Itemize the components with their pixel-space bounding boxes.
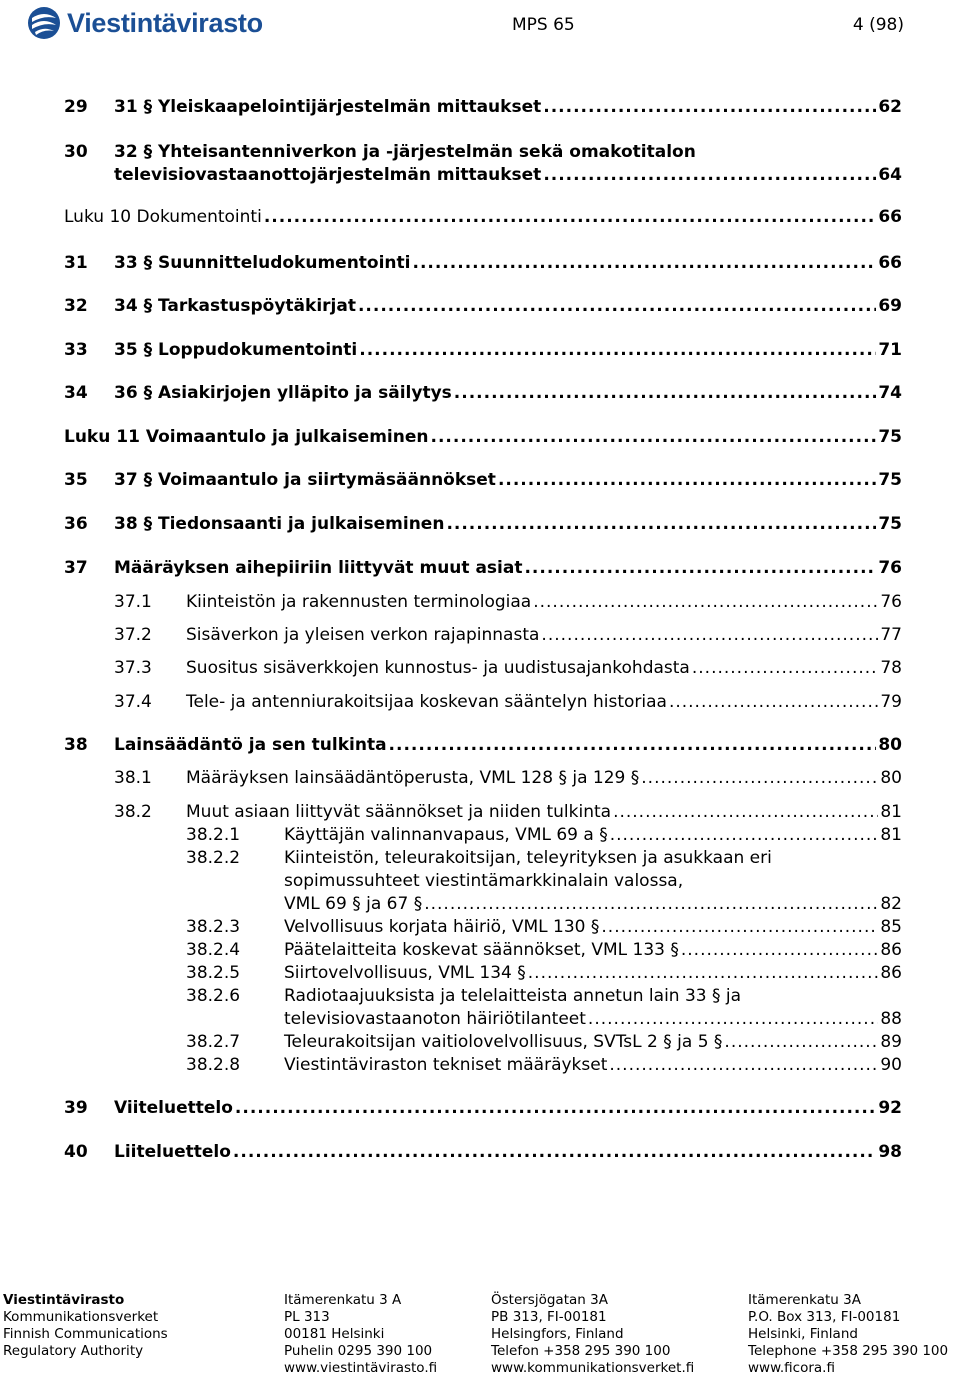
footer-line: Itämerenkatu 3A <box>748 1292 861 1308</box>
toc-entry-number: 38.2 <box>114 802 152 822</box>
toc-entry-number: 38 <box>64 735 88 755</box>
toc-entry-title: Suositus sisäverkkojen kunnostus- ja uudistusajankohdasta <box>186 658 690 678</box>
footer-line: Puhelin 0295 390 100 <box>284 1343 433 1359</box>
toc-entry-page: 86 <box>880 963 902 983</box>
toc-entry-number: 32 <box>64 296 88 316</box>
toc-entry[interactable] <box>0 1098 960 1122</box>
toc-entry-title: Määräyksen aihepiiriin liittyvät muut asiat <box>114 558 523 578</box>
toc-entry-number: 38.2.4 <box>186 940 241 960</box>
toc-subentry[interactable] <box>0 592 960 616</box>
toc-entry-page: 66 <box>878 207 902 227</box>
toc-entry[interactable] <box>0 558 960 582</box>
footer-col-address-sv <box>491 1292 694 1377</box>
toc-entry-title: 32 § Yhteisantenniverkon ja -järjestelmän sekä omakotitalon <box>114 142 696 162</box>
toc-entry-title: Kiinteistön ja rakennusten terminologiaa <box>186 592 532 612</box>
toc-entry-number: 29 <box>64 97 88 117</box>
footer-line: Finnish Communications <box>3 1326 168 1342</box>
toc-entry-title: Teleurakoitsijan vaitiolovelvollisuus, SVTsL 2 § ja 5 § <box>284 1032 723 1052</box>
toc-entry-number: 33 <box>64 340 88 360</box>
toc-leader <box>528 963 879 983</box>
toc-entry[interactable] <box>0 735 960 759</box>
footer-line: P.O. Box 313, FI-00181 <box>748 1309 901 1325</box>
toc-entry-title: 31 § Yleiskaapelointijärjestelmän mittaukset <box>114 97 542 117</box>
toc-subsubentry[interactable] <box>0 917 960 941</box>
toc-entry-title-cont: televisiovastaanottojärjestelmän mittaukset <box>114 165 542 185</box>
toc-entry-title-cont: VML 69 § ja 67 § <box>284 894 423 914</box>
footer-line: 00181 Helsinki <box>284 1326 385 1342</box>
toc-leader <box>724 1032 878 1052</box>
toc-leader <box>389 735 877 755</box>
toc-entry-title: Käyttäjän valinnanvapaus, VML 69 a § <box>284 825 608 845</box>
toc-entry-number: 35 <box>64 470 88 490</box>
toc-entry-page: 62 <box>878 97 902 117</box>
toc-leader <box>681 940 879 960</box>
toc-subsubentry[interactable] <box>0 1032 960 1056</box>
toc-entry-title: 36 § Asiakirjojen ylläpito ja säilytys <box>114 383 452 403</box>
logo <box>27 4 263 42</box>
toc-entry-title: Tele- ja antenniurakoitsijaa koskevan sääntelyn historiaa <box>186 692 667 712</box>
toc-entry-page: 90 <box>880 1055 902 1075</box>
toc-leader <box>446 514 876 534</box>
toc-entry-title: 34 § Tarkastuspöytäkirjat <box>114 296 356 316</box>
toc-leader <box>454 383 877 403</box>
toc-entry-title: Viestintäviraston tekniset määräykset <box>284 1055 608 1075</box>
toc-entry-continuation[interactable] <box>0 165 960 189</box>
toc-entry-number: 38.1 <box>114 768 152 788</box>
toc-subsubentry[interactable] <box>0 848 960 872</box>
toc-leader <box>424 894 878 914</box>
footer-line: PL 313 <box>284 1309 330 1325</box>
toc-subentry[interactable] <box>0 692 960 716</box>
toc-entry-page: 75 <box>878 470 902 490</box>
toc-entry-title: Radiotaajuuksista ja telelaitteista annetun lain 33 § ja <box>284 986 742 1006</box>
toc-leader <box>358 296 876 316</box>
toc-entry-title: Määräyksen lainsäädäntöperusta, VML 128 § ja 129 § <box>186 768 640 788</box>
toc-entry-title: 35 § Loppudokumentointi <box>114 340 358 360</box>
toc-leader <box>233 1142 876 1162</box>
toc-entry-title: Luku 11 Voimaantulo ja julkaiseminen <box>64 427 429 447</box>
toc-entry-page: 86 <box>880 940 902 960</box>
footer-link[interactable]: www.viestintävirasto.fi <box>284 1360 438 1376</box>
footer-org-name: Viestintävirasto <box>3 1292 125 1308</box>
footer-line: Kommunikationsverket <box>3 1309 159 1325</box>
toc-entry-page: 75 <box>878 514 902 534</box>
toc-entry-title: Sisäverkon ja yleisen verkon rajapinnasta <box>186 625 540 645</box>
toc-leader <box>264 207 877 227</box>
toc-entry-number: 37.1 <box>114 592 152 612</box>
toc-leader <box>692 658 879 678</box>
toc-leader <box>412 253 876 273</box>
toc-entry-title: 37 § Voimaantulo ja siirtymäsäännökset <box>114 470 496 490</box>
toc-entry-number: 38.2.7 <box>186 1032 241 1052</box>
toc-entry-page: 82 <box>880 894 902 914</box>
toc-entry-title: Siirtovelvollisuus, VML 134 § <box>284 963 526 983</box>
toc-entry-page: 76 <box>880 592 902 612</box>
toc-subentry[interactable] <box>0 658 960 682</box>
toc-leader <box>524 558 876 578</box>
toc-subentry[interactable] <box>0 625 960 649</box>
footer-link[interactable]: www.ficora.fi <box>748 1360 835 1376</box>
toc-entry-number: 38.2.8 <box>186 1055 241 1075</box>
toc-entry-page: 81 <box>880 825 902 845</box>
toc-entry[interactable] <box>0 142 960 166</box>
toc-entry-number: 34 <box>64 383 88 403</box>
toc-entry-title-cont: sopimussuhteet viestintämarkkinalain valossa, <box>284 871 684 891</box>
footer-link[interactable]: www.kommunikationsverket.fi <box>491 1360 695 1376</box>
toc-subsubentry[interactable] <box>0 1055 960 1079</box>
toc-entry-page: 79 <box>880 692 902 712</box>
toc-entry-page: 81 <box>880 802 902 822</box>
toc-entry-page: 88 <box>880 1009 902 1029</box>
toc-entry[interactable] <box>0 1142 960 1166</box>
toc-leader <box>359 340 876 360</box>
toc-leader <box>613 802 878 822</box>
toc-entry-title: Päätelaitteita koskevat säännökset, VML 133 § <box>284 940 679 960</box>
toc-entry[interactable] <box>0 253 960 277</box>
toc-entry-number: 38.2.6 <box>186 986 241 1006</box>
footer-line: Telephone +358 295 390 100 <box>748 1343 949 1359</box>
toc-subentry[interactable] <box>0 802 960 826</box>
logo-text: Viestintävirasto <box>67 7 263 38</box>
toc-entry[interactable] <box>0 97 960 121</box>
toc-subsubentry[interactable] <box>0 963 960 987</box>
footer-line: Östersjögatan 3A <box>491 1292 608 1308</box>
footer-line: Regulatory Authority <box>3 1343 144 1359</box>
footer-line: Telefon +358 295 390 100 <box>491 1343 671 1359</box>
toc-subsubentry[interactable] <box>0 825 960 849</box>
toc-entry-number: 39 <box>64 1098 88 1118</box>
toc-entry-number: 37.3 <box>114 658 152 678</box>
toc-entry-title: 33 § Suunnitteludokumentointi <box>114 253 411 273</box>
toc-entry-number: 37 <box>64 558 88 578</box>
toc-leader <box>498 470 876 490</box>
toc-leader <box>541 625 878 645</box>
toc-entry-page: 64 <box>878 165 902 185</box>
page-number: 4 (98) <box>852 15 904 35</box>
toc-subentry[interactable] <box>0 768 960 792</box>
toc-entry-number: 38.2.1 <box>186 825 241 845</box>
toc-entry-page: 80 <box>880 768 902 788</box>
toc-leader <box>431 427 877 447</box>
toc-entry-title: Velvollisuus korjata häiriö, VML 130 § <box>284 917 600 937</box>
footer-line: Itämerenkatu 3 A <box>284 1292 402 1308</box>
toc-entry-continuation[interactable] <box>0 894 960 918</box>
toc-entry-title: Liiteluettelo <box>114 1142 231 1162</box>
toc-entry-page: 80 <box>878 735 902 755</box>
toc-leader <box>543 165 876 185</box>
toc-entry-title: Lainsäädäntö ja sen tulkinta <box>114 735 387 755</box>
toc-leader <box>533 592 878 612</box>
toc-entry-page: 89 <box>880 1032 902 1052</box>
toc-entry-number: 38.2.5 <box>186 963 241 983</box>
toc-entry-page: 77 <box>880 625 902 645</box>
toc-entry-page: 85 <box>880 917 902 937</box>
toc-leader <box>669 692 878 712</box>
toc-entry-number: 36 <box>64 514 88 534</box>
toc-entry[interactable] <box>0 296 960 320</box>
document-code: MPS 65 <box>512 15 575 35</box>
toc-entry-number: 37.4 <box>114 692 152 712</box>
toc-entry-title-cont: televisiovastaanoton häiriötilanteet <box>284 1009 586 1029</box>
toc-entry-page: 78 <box>880 658 902 678</box>
toc-entry-title: Muut asiaan liittyvät säännökset ja niiden tulkinta <box>186 802 612 822</box>
toc-entry-title: Luku 10 Dokumentointi <box>64 207 262 227</box>
toc-entry-number: 38.2.2 <box>186 848 241 868</box>
toc-entry-number: 37.2 <box>114 625 152 645</box>
toc-entry-page: 71 <box>878 340 902 360</box>
toc-leader <box>543 97 876 117</box>
footer-line: PB 313, FI-00181 <box>491 1309 607 1325</box>
toc-entry-title: 38 § Tiedonsaanti ja julkaiseminen <box>114 514 445 534</box>
footer-line: Helsingfors, Finland <box>491 1326 624 1342</box>
toc-entry-page: 75 <box>878 427 902 447</box>
toc-subsubentry[interactable] <box>0 940 960 964</box>
toc-entry-title: Kiinteistön, teleurakoitsijan, teleyrityksen ja asukkaan eri <box>284 848 772 868</box>
footer-col-address-fi <box>284 1292 437 1377</box>
toc-entry-continuation[interactable] <box>0 1009 960 1033</box>
toc-leader <box>609 1055 878 1075</box>
footer-col-fi <box>3 1292 168 1360</box>
toc-entry-page: 66 <box>878 253 902 273</box>
toc-entry-continuation[interactable] <box>0 871 960 895</box>
toc-leader <box>610 825 879 845</box>
toc-leader <box>588 1009 878 1029</box>
logo-icon <box>27 6 61 40</box>
toc-entry[interactable] <box>0 383 960 407</box>
toc-entry[interactable] <box>0 514 960 538</box>
toc-subsubentry[interactable] <box>0 986 960 1010</box>
toc-entry-title: Viiteluettelo <box>114 1098 233 1118</box>
footer-line: Helsinki, Finland <box>748 1326 858 1342</box>
toc-entry-number: 40 <box>64 1142 88 1162</box>
toc-entry-page: 74 <box>878 383 902 403</box>
toc-entry-page: 76 <box>878 558 902 578</box>
toc-entry[interactable] <box>0 340 960 364</box>
toc-leader <box>235 1098 876 1118</box>
footer-col-address-en <box>748 1292 948 1377</box>
toc-chapter[interactable] <box>0 207 960 231</box>
toc-leader <box>601 917 878 937</box>
toc-entry[interactable] <box>0 470 960 494</box>
toc-entry-page: 69 <box>878 296 902 316</box>
toc-entry-page: 92 <box>878 1098 902 1118</box>
toc-entry-page: 98 <box>878 1142 902 1162</box>
toc-entry-number: 31 <box>64 253 88 273</box>
toc-entry-number: 38.2.3 <box>186 917 241 937</box>
toc-entry-number: 30 <box>64 142 88 162</box>
toc-chapter[interactable] <box>0 427 960 451</box>
toc-leader <box>641 768 878 788</box>
